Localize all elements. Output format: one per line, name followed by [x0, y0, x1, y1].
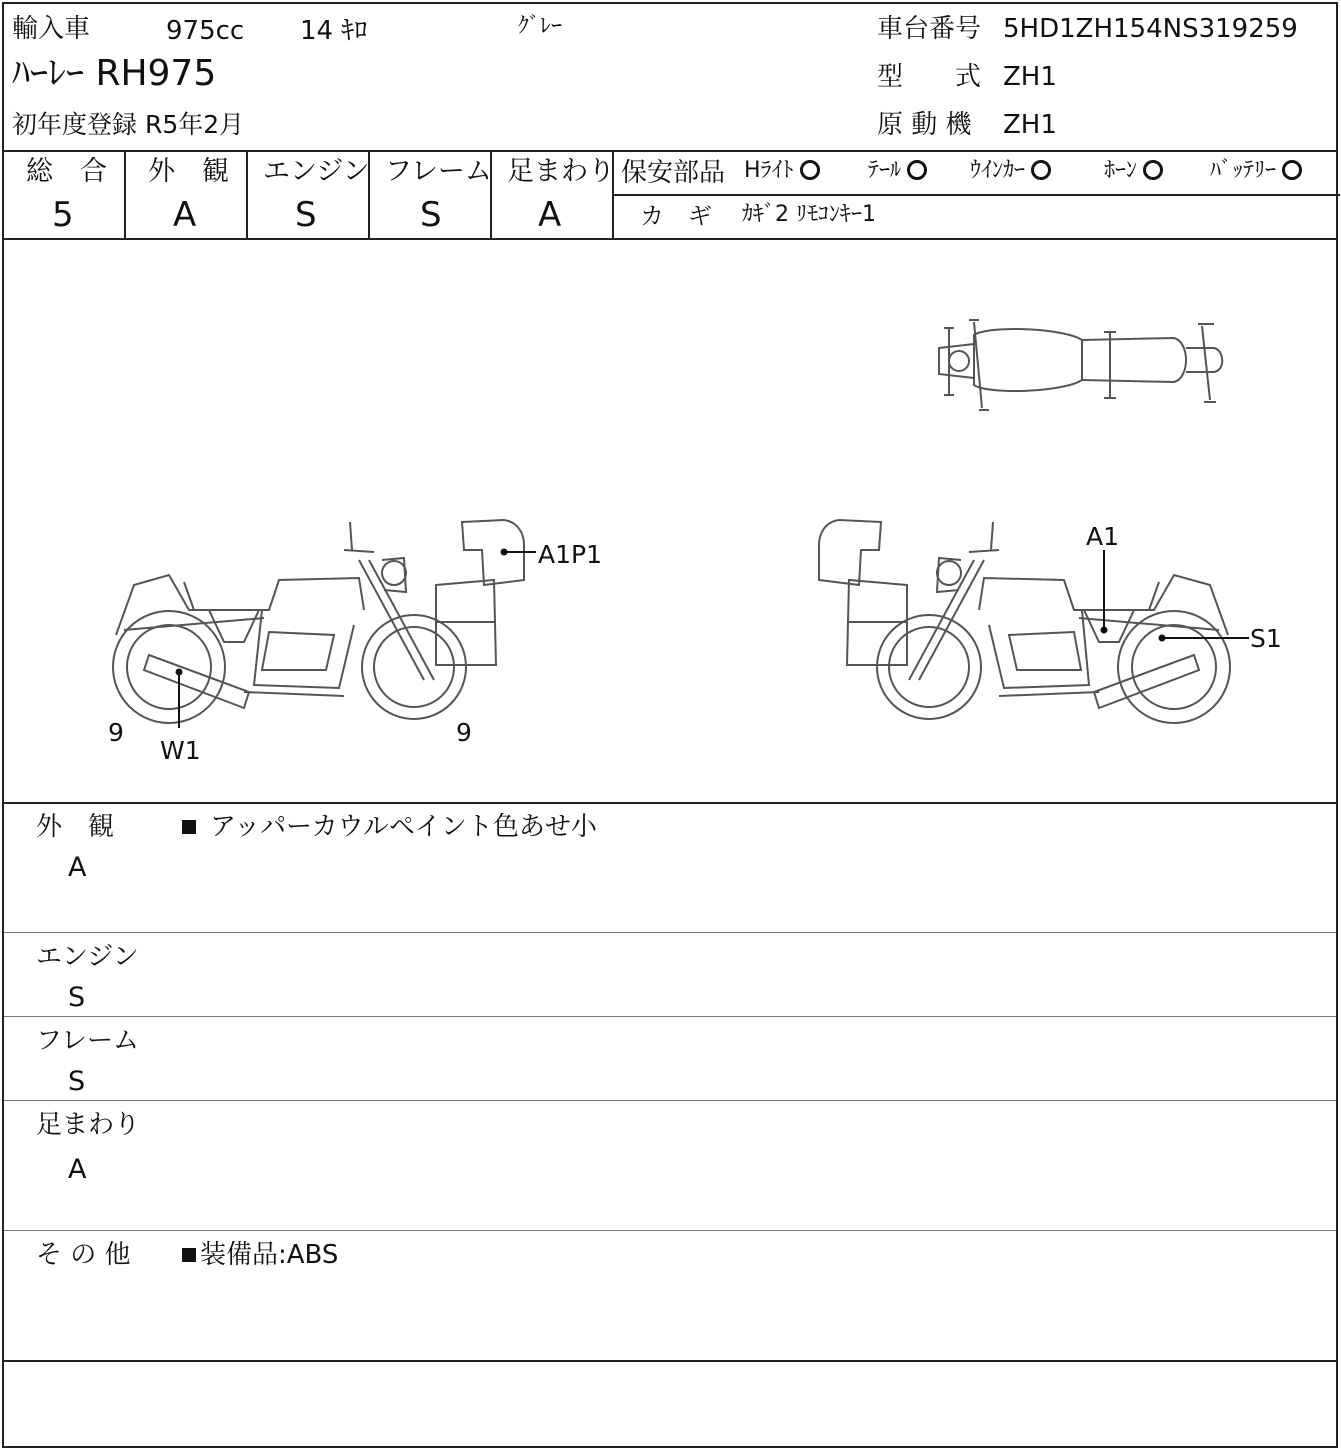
section-title: 外 観 — [36, 812, 115, 842]
safety-item-headlight — [744, 160, 820, 182]
model-name: ﾊｰﾚｰ RH975 — [12, 53, 217, 94]
section-grade: S — [68, 1066, 86, 1097]
grade-label: 足まわり — [507, 156, 615, 187]
safety-item-label: ﾃｰﾙ — [868, 158, 902, 183]
first-registration: 初年度登録 R5年2月 — [12, 110, 245, 139]
grade-label: フレーム — [385, 156, 492, 187]
section-divider — [4, 1230, 1336, 1231]
grade-value: A — [173, 195, 197, 235]
engine-value: ZH1 — [1003, 110, 1057, 140]
header-divider — [4, 150, 1336, 152]
mileage: 14 ｷﾛ — [300, 16, 368, 46]
section-grade: A — [68, 852, 87, 883]
marker-a1: A1 — [1086, 522, 1120, 551]
section-grade: A — [68, 1154, 87, 1185]
safety-item-horn — [1104, 160, 1163, 182]
marker-a1p1: A1P1 — [538, 540, 602, 569]
damage-markers — [177, 550, 1250, 729]
bullet-square-icon — [182, 1248, 196, 1262]
inspection-sheet — [2, 2, 1338, 1448]
grade-label: 総 合 — [26, 156, 107, 187]
ok-circle-icon — [1143, 160, 1163, 180]
motorcycle-damage-diagram — [4, 240, 1340, 804]
bullet-square-icon — [182, 820, 196, 834]
key-value: ｶｷﾞ2 ﾘﾓｺﾝｷｰ1 — [742, 202, 876, 227]
grade-value: S — [420, 195, 442, 235]
ok-circle-icon — [1282, 160, 1302, 180]
grade-label: 外 観 — [148, 156, 229, 187]
section-note — [182, 814, 597, 840]
displacement: 975cc — [166, 16, 245, 46]
marker-rear-9: 9 — [108, 718, 124, 747]
safety-item-label: Hﾗｲﾄ — [744, 158, 794, 183]
section-divider — [4, 1016, 1336, 1017]
note-text: アッパーカウルペイント色あせ小 — [210, 812, 597, 842]
motorcycle-left-view — [113, 520, 524, 723]
section-title: そ の 他 — [36, 1240, 131, 1270]
type-value: ZH1 — [1003, 62, 1057, 92]
safety-title: 保安部品 — [621, 158, 726, 188]
type-label: 型 式 — [877, 62, 982, 92]
section-divider — [4, 1100, 1336, 1101]
safety-item-battery — [1210, 160, 1302, 182]
footer-divider — [4, 1360, 1336, 1362]
motorcycle-right-view — [819, 520, 1230, 723]
note-text: 装備品:ABS — [200, 1240, 339, 1270]
section-note — [182, 1242, 338, 1268]
frame-no-label: 車台番号 — [877, 14, 982, 44]
safety-divider — [612, 194, 1340, 196]
frame-no: 5HD1ZH154NS319259 — [1003, 14, 1298, 44]
safety-item-winker — [970, 160, 1051, 182]
grade-value: S — [295, 195, 317, 235]
engine-label: 原 動 機 — [877, 110, 972, 140]
grade-label: エンジン — [263, 156, 370, 187]
safety-item-tail — [868, 160, 927, 182]
section-title: エンジン — [36, 942, 139, 972]
safety-item-label: ﾎｰﾝ — [1104, 158, 1138, 183]
grade-divider — [246, 150, 248, 240]
motorcycle-top-view — [939, 320, 1222, 410]
key-label: カ ギ — [640, 202, 712, 230]
ok-circle-icon — [800, 160, 820, 180]
safety-item-label: ｳｲﾝｶｰ — [970, 158, 1026, 183]
grade-divider — [124, 150, 126, 240]
ok-circle-icon — [1031, 160, 1051, 180]
section-title: フレーム — [36, 1026, 139, 1056]
section-grade: S — [68, 982, 86, 1013]
marker-s1: S1 — [1250, 624, 1282, 653]
safety-item-label: ﾊﾞｯﾃﾘｰ — [1210, 158, 1277, 183]
ok-circle-icon — [907, 160, 927, 180]
color: ｸﾞﾚｰ — [518, 14, 563, 39]
marker-w1: W1 — [160, 736, 201, 765]
marker-front-9: 9 — [456, 718, 472, 747]
section-divider — [4, 932, 1336, 933]
category: 輸入車 — [12, 14, 91, 44]
section-title: 足まわり — [36, 1110, 141, 1140]
diagram-divider — [4, 802, 1336, 804]
grade-value: 5 — [52, 195, 74, 235]
grade-value: A — [538, 195, 562, 235]
